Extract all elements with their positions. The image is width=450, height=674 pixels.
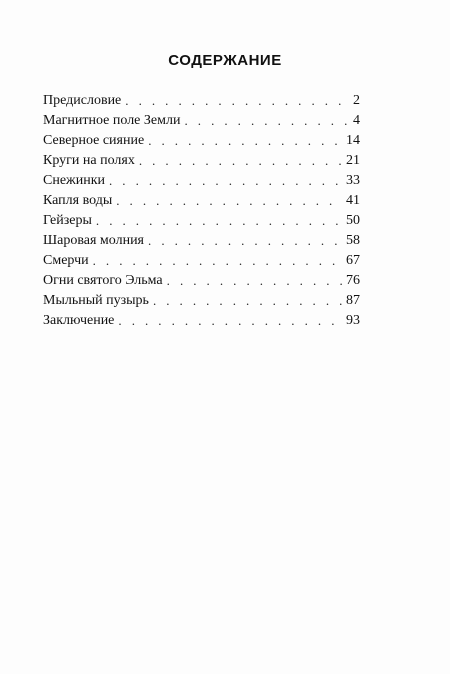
dot-leader <box>167 273 342 289</box>
toc-entry <box>43 189 360 209</box>
toc-entry-page-number: 58 <box>346 233 360 248</box>
table-of-contents <box>43 89 360 329</box>
toc-entry <box>43 269 360 289</box>
dot-leader <box>184 113 349 129</box>
toc-entry-title: Магнитное поле Земли <box>43 113 181 128</box>
toc-entry-page-number: 33 <box>346 173 360 188</box>
toc-entry <box>43 229 360 249</box>
toc-entry <box>43 109 360 129</box>
toc-entry-title: Северное сияние <box>43 133 145 148</box>
toc-entry-page-number: 93 <box>346 313 360 328</box>
toc-entry-title: Мыльный пузырь <box>43 293 149 308</box>
toc-entry-title: Предисловие <box>43 93 122 108</box>
toc-entry <box>43 129 360 149</box>
toc-entry-title: Огни святого Эльма <box>43 273 163 288</box>
dot-leader <box>93 253 342 269</box>
toc-entry-page-number: 76 <box>346 273 360 288</box>
toc-entry <box>43 169 360 189</box>
toc-entry-title: Круги на полях <box>43 153 135 168</box>
toc-entry <box>43 89 360 109</box>
dot-leader <box>148 133 342 149</box>
contents-title: СОДЕРЖАНИЕ <box>168 52 282 69</box>
toc-entry <box>43 309 360 329</box>
dot-leader <box>148 233 342 249</box>
toc-entry-page-number: 4 <box>353 113 360 128</box>
toc-entry-title: Смерчи <box>43 253 89 268</box>
toc-entry <box>43 149 360 169</box>
toc-entry <box>43 249 360 269</box>
toc-entry-title: Шаровая молния <box>43 233 145 248</box>
toc-entry-page-number: 2 <box>353 93 360 108</box>
toc-entry-title: Гейзеры <box>43 213 92 228</box>
toc-entry-title: Заключение <box>43 313 115 328</box>
toc-entry-page-number: 50 <box>346 213 360 228</box>
dot-leader <box>109 173 342 189</box>
toc-entry-page-number: 87 <box>346 293 360 308</box>
toc-entry-title: Капля воды <box>43 193 113 208</box>
toc-entry <box>43 209 360 229</box>
dot-leader <box>139 153 342 169</box>
toc-entry-page-number: 21 <box>346 153 360 168</box>
toc-entry-page-number: 41 <box>346 193 360 208</box>
dot-leader <box>153 293 342 309</box>
toc-entry-title: Снежинки <box>43 173 105 188</box>
dot-leader <box>116 193 342 209</box>
toc-entry <box>43 289 360 309</box>
dot-leader <box>125 93 349 109</box>
toc-entry-page-number: 67 <box>346 253 360 268</box>
dot-leader <box>96 213 342 229</box>
dot-leader <box>118 313 342 329</box>
toc-entry-page-number: 14 <box>346 133 360 148</box>
